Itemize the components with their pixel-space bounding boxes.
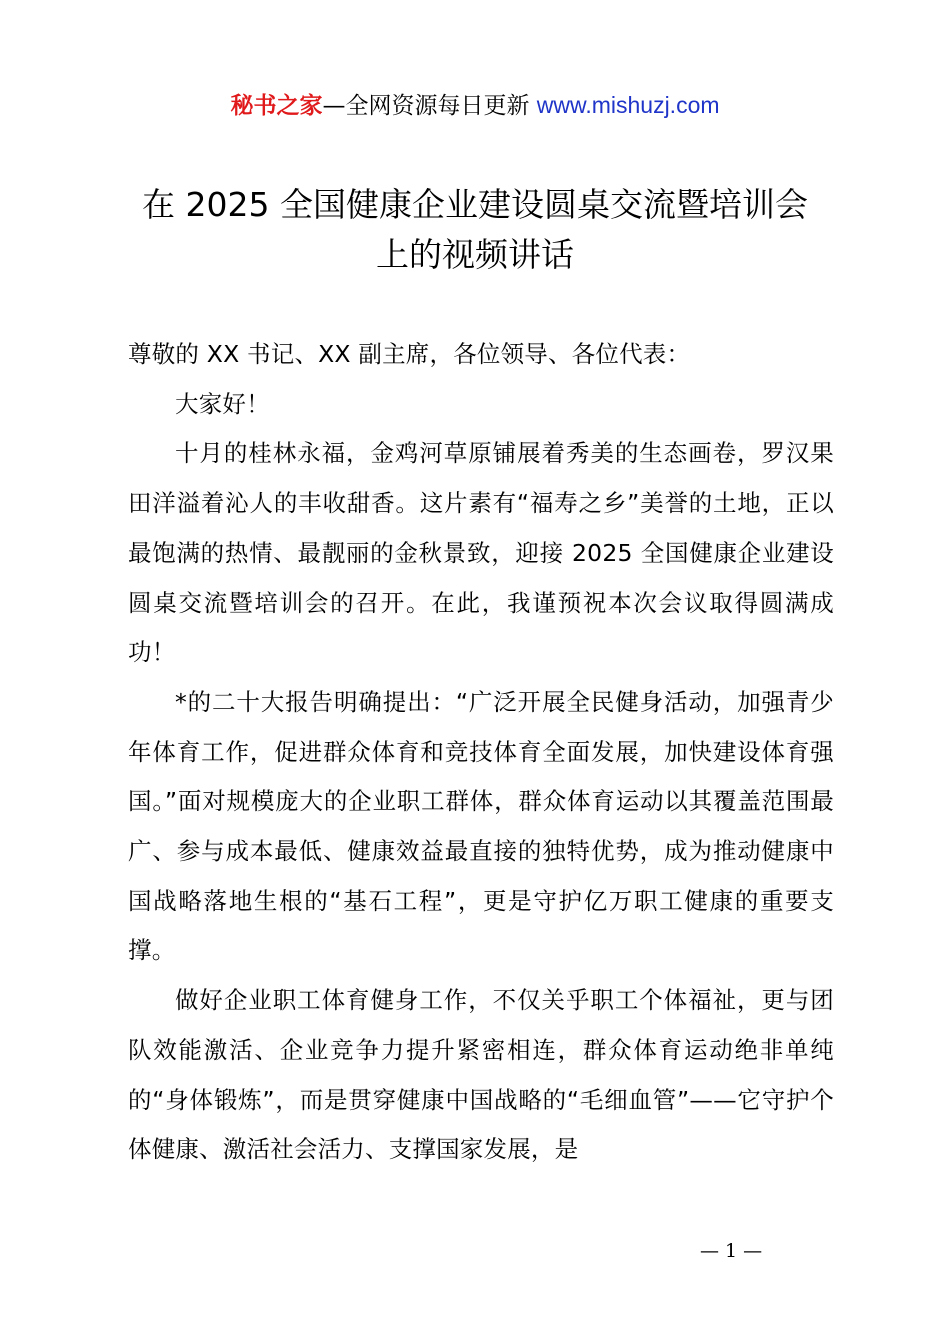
header-tagline: —全网资源每日更新 <box>322 93 537 119</box>
paragraph: 十月的桂林永福，金鸡河草原铺展着秀美的生态画卷，罗汉果田洋溢着沁人的丰收甜香。这片素有“福寿之乡”美誉的土地，正以最饱满的热情、最靓丽的金秋景致，迎接 2025 全国健康企业建设圆桌交流暨培训会的召开。在此，我谨预祝本次会议取得圆满成功！ <box>128 439 834 667</box>
site-header <box>0 88 950 123</box>
site-url-link[interactable]: www.mishuzj.com <box>536 92 720 118</box>
title-line-1: 在 2025 全国健康企业建设圆桌交流暨培训会 <box>142 185 808 224</box>
paragraph: *的二十大报告明确提出：“广泛开展全民健身活动，加强青少年体育工作，促进群众体育和竞技体育全面发展，加快建设体育强国。”面对规模庞大的企业职工群体，群众体育运动以其覆盖范围最广、参与成本最低、健康效益最直接的独特优势，成为推动健康中国战略落地生根的“基石工程”，更是守护亿万职工健康的重要支撑。 <box>128 687 834 965</box>
page-number: — 1 — <box>700 1240 763 1262</box>
salutation: 尊敬的 XX 书记、XX 副主席，各位领导、各位代表： <box>128 340 691 368</box>
brand-name: 秘书之家 <box>230 93 323 119</box>
title-line-2: 上的视频讲话 <box>376 235 574 274</box>
greeting: 大家好！ <box>175 389 270 418</box>
document-title <box>100 180 850 280</box>
paragraph: 做好企业职工体育健身工作，不仅关乎职工个体福祉，更与团队效能激活、企业竞争力提升紧密相连，群众体育运动绝非单纯的“身体锻炼”，而是贯穿健康中国战略的“毛细血管”——它守护个体健康、激活社会活力、支撑国家发展，是 <box>128 986 834 1164</box>
document-body <box>128 330 834 1175</box>
